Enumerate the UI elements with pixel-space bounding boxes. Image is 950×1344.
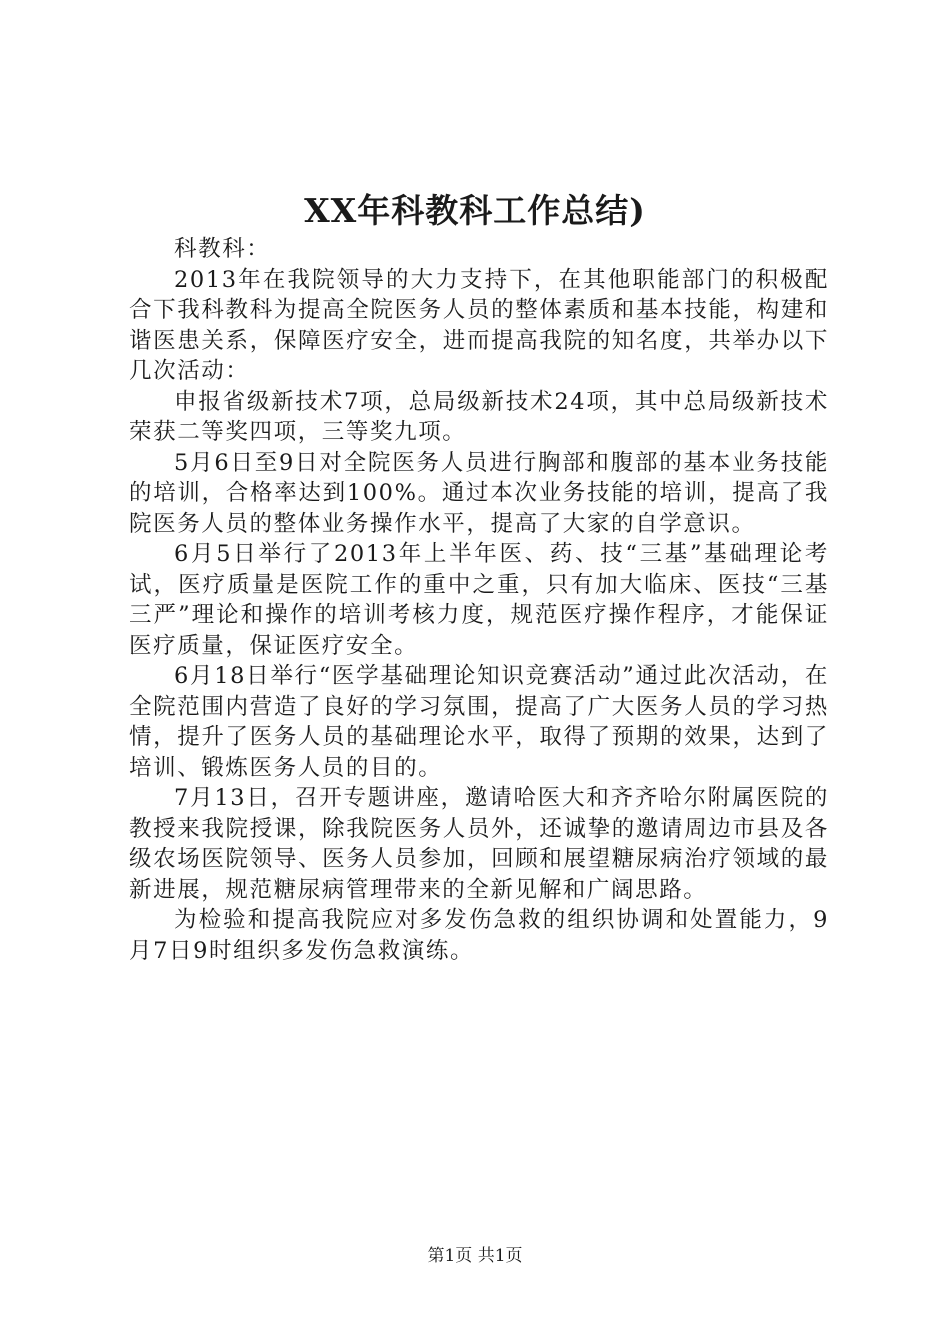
paragraph-knowledge-contest: 6月18日举行“医学基础理论知识竞赛活动”通过此次活动，在全院范围内营造了良好的学习氛围，提高了广大医务人员的学习热情，提升了医务人员的基础理论水平，取得了预期的效果，达到了培训、锻炼医务人员的目的。 xyxy=(129,663,829,781)
salutation: 科教科： xyxy=(174,236,271,262)
document-body xyxy=(129,234,829,966)
document-title: XX年科教科工作总结) xyxy=(304,191,646,230)
paragraph-intro: 2013年在我院领导的大力支持下，在其他职能部门的积极配合下我科教科为提高全院医务人员的整体素质和基本技能，构建和谐医患关系，保障医疗安全，进而提高我院的知名度，共举办以下几次活动： xyxy=(129,266,829,384)
paragraph-three-basics-exam: 6月5日举行了2013年上半年医、药、技“三基”基础理论考试，医疗质量是医院工作的重中之重，只有加大临床、医技“三基三严”理论和操作的培训考核力度，规范医疗操作程序，才能保证医疗质量，保证医疗安全。 xyxy=(129,541,829,659)
paragraph-lecture: 7月13日，召开专题讲座，邀请哈医大和齐齐哈尔附属医院的教授来我院授课，除我院医务人员外，还诚挚的邀请周边市县及各级农场医院领导、医务人员参加，回顾和展望糖尿病治疗领域的最新进展，规范糖尿病管理带来的全新见解和广阔思路。 xyxy=(129,785,829,903)
paragraph-new-technology: 申报省级新技术7项，总局级新技术24项，其中总局级新技术荣获二等奖四项，三等奖九项。 xyxy=(129,388,829,445)
paragraph-emergency-drill: 为检验和提高我院应对多发伤急救的组织协调和处置能力，9月7日9时组织多发伤急救演练。 xyxy=(129,907,829,964)
paragraph-skills-training: 5月6日至9日对全院医务人员进行胸部和腹部的基本业务技能的培训，合格率达到100%。通过本次业务技能的培训，提高了我院医务人员的整体业务操作水平，提高了大家的自学意识。 xyxy=(129,449,829,537)
page-number-footer: 第1页 共1页 xyxy=(427,1246,523,1266)
